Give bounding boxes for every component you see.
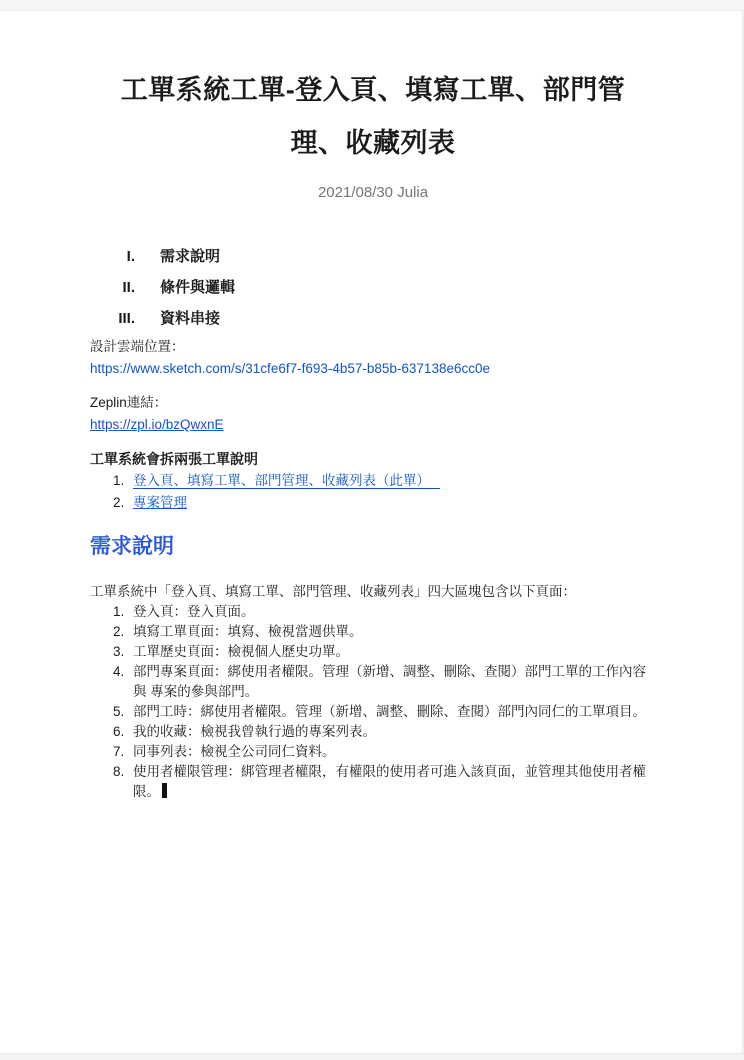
item-text: 部門工時：綁使用者權限。管理（新增、調整、刪除、查閱）部門內同仁的工單項目。 [133,704,646,719]
item-text: 登入頁：登入頁面。 [133,604,255,619]
list-item-login-page [113,602,656,622]
item-number: 2. [113,495,125,510]
item-number: 2. [113,624,125,639]
outline-item-data-integration [90,303,656,334]
list-item-department-hours-page [113,702,656,722]
list-item-colleague-list-page [113,742,656,762]
split-ticket-section [90,448,656,514]
item-number: 1. [113,473,125,488]
item-number: 6. [113,724,125,739]
zeplin-label: Zeplin連結： [90,395,168,410]
item-text: 工單歷史頁面：檢視個人歷史功單。 [133,644,349,659]
list-item-my-favorites-page [113,722,656,742]
outline-item-requirements [90,241,656,272]
list-item [113,492,656,514]
document-subtitle-date-author: 2021/08/30 Julia [317,184,429,201]
item-text: 使用者權限管理：綁管理者權限，有權限的使用者可進入該頁面，並管理其他使用者權限。 [133,764,646,799]
item-number: 5. [113,704,125,719]
outline-item-label: 條件與邏輯 [160,279,236,296]
list-item-fill-ticket-page [113,622,656,642]
list-item-department-project-page [113,662,656,702]
outline-item-label: 需求說明 [160,248,221,265]
document-content [90,12,656,802]
outline-list [90,241,656,334]
item-number: 4. [113,664,125,679]
outline-item-conditions [90,272,656,303]
item-text: 部門專案頁面：綁使用者權限。管理（新增、調整、刪除、查閱）部門工單的工作內容 與 專案的參與部門。 [133,664,646,699]
document-title-line-2: 理、收藏列表 [290,128,456,158]
page-edge-top [0,0,744,11]
outline-item-label: 資料串接 [160,310,221,327]
sketch-link[interactable]: https://www.sketch.com/s/31cfe6f7-f693-4b57-b85b-637138e6cc0e [90,361,490,376]
item-number: 3. [113,644,125,659]
project-management-link[interactable]: 專案管理 [133,495,187,510]
list-item-ticket-history-page [113,642,656,662]
document-title-line-1: 工單系統工單-登入頁、填寫工單、部門管 [120,75,626,105]
item-number: 1. [113,604,125,619]
zeplin-block [90,392,656,436]
item-text: 同事列表：檢視全公司同仁資料。 [133,744,336,759]
text-cursor [162,783,167,798]
outline-item-numeral: III. [118,310,135,327]
item-number: 7. [113,744,125,759]
design-location-block [90,336,656,380]
intro-paragraph: 工單系統中「登入頁、填寫工單、部門管理、收藏列表」四大區塊包含以下頁面： [90,584,576,599]
split-ticket-list [90,470,656,514]
outline-item-numeral: I. [126,248,135,265]
split-ticket-title: 工單系統會拆兩張工單說明 [90,451,258,467]
list-item-user-permission-page [113,762,656,802]
requirements-heading: 需求說明 [90,535,174,558]
outline-item-numeral: II. [122,279,135,296]
item-number: 8. [113,764,125,779]
design-location-label: 設計雲端位置： [90,339,185,354]
item-text: 我的收藏：檢視我曾執行過的專案列表。 [133,724,376,739]
item-text: 填寫工單頁面：填寫、檢視當週供單。 [133,624,363,639]
pages-list [90,602,656,802]
page-edge-bottom [0,1053,744,1060]
zeplin-link[interactable]: https://zpl.io/bzQwxnE [90,417,224,432]
this-ticket-link[interactable]: 登入頁、填寫工單、部門管理、收藏列表（此單） [133,473,440,489]
document-title [90,64,656,170]
list-item [113,470,656,492]
